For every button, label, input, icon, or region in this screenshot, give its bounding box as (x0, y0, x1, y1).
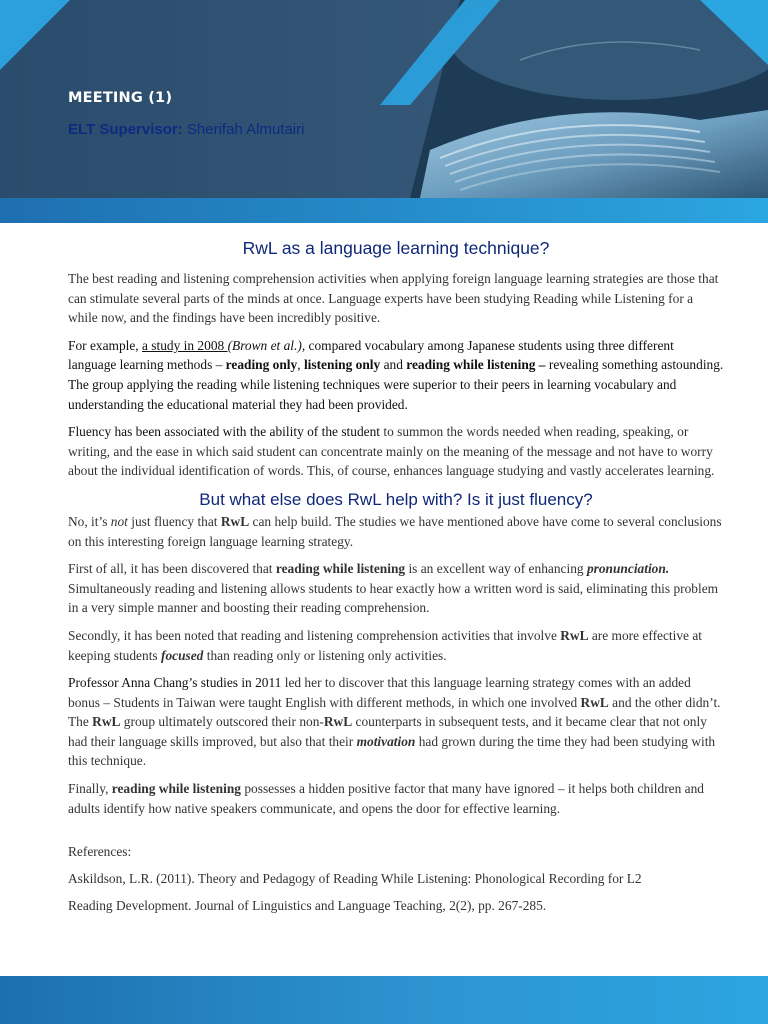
paragraph-not-just-fluency (68, 512, 724, 551)
paragraph-focus (68, 626, 724, 665)
term-rwl: RwL (92, 714, 121, 730)
text-run: , (297, 357, 304, 373)
text-run: led her to discover that this language learning strategy comes with an added bonus – Students in Taiwan were taught English with different methods, in which one involved (68, 675, 691, 710)
text-run: and the other didn’t. The (68, 694, 721, 730)
text-run: can help build. The studies we have mentioned above have come to several conclusions on this interesting foreign language learning strategy. (68, 513, 722, 549)
text-run: group ultimately outscored their non- (120, 714, 324, 730)
term-rwl: RwL (580, 694, 609, 710)
supervisor-name: Sherifah Almutairi (182, 121, 305, 138)
supervisor-label: ELT Supervisor: (68, 121, 183, 138)
meeting-title: MEETING (1) (68, 90, 173, 106)
text-run: just fluency that (127, 513, 221, 529)
text-run: is an excellent way of enhancing (405, 561, 587, 577)
method-reading-while-listening: reading while listening – (406, 357, 546, 373)
paragraph-pronunciation (68, 559, 724, 618)
references-label: References: (68, 844, 132, 860)
text-run: Finally, (68, 781, 112, 797)
paragraph-example (68, 336, 724, 414)
article-body (68, 236, 724, 919)
text-run: No, it’s (68, 513, 111, 529)
text-run: possesses a hidden positive factor that many have ignored – it helps both children and adults identify how native speakers communicate, and opens the door for effective learning. (68, 781, 704, 816)
method-listening-only: listening only (303, 357, 381, 373)
spacer (68, 826, 724, 836)
citation: (Brown et al.), (227, 337, 306, 353)
text-run: First of all, it has been discovered that (68, 561, 276, 577)
text-run: Fluency has been associated with the ability of the student (68, 424, 380, 440)
paragraph-finally (68, 779, 724, 818)
term-motivation: motivation (356, 733, 416, 749)
term-rwl: RwL (323, 714, 353, 730)
paragraph-fluency (68, 422, 724, 481)
term-pronunciation: pronunciation. (586, 561, 670, 577)
section-title-rwl: RwL as a language learning technique? (242, 238, 550, 258)
text-run: than reading only or listening only activities. (203, 647, 447, 663)
header-banner (0, 0, 768, 223)
method-reading-only: reading only (225, 357, 298, 373)
text-run: Simultaneously reading and listening allows students to hear exactly how a written word is said, eliminating this problem in a very simple manner and boosting their reading comprehension. (68, 580, 719, 616)
text-run: had grown during the time they had been studying with this technique. (68, 733, 716, 769)
text-run: revealing something astounding. The group applying the reading while listening techniques were superior to their peers in learning vocabulary and understanding the educational material they had been provided. (68, 357, 724, 412)
text-run: compared vocabulary among Japanese students using three different language learning methods – (68, 337, 674, 373)
emphasis-not: not (110, 513, 128, 529)
term-reading-while-listening: reading while listening (275, 561, 406, 577)
text-run: are more effective at keeping students (68, 627, 703, 663)
references-block (68, 838, 724, 919)
term-rwl: RwL (220, 513, 250, 529)
section-title-what-else: But what else does RwL help with? Is it just fluency? (199, 489, 593, 509)
paragraph-chang-study (68, 673, 724, 771)
text-run: Secondly, it has been noted that reading and listening comprehension activities that involve (68, 627, 561, 643)
header-graphic (0, 0, 768, 223)
reference-line-2: Reading Development. Journal of Linguistics and Language Teaching, 2(2), pp. 267-285. (68, 898, 547, 914)
text-run: to summon the words needed when reading, speaking, or writing, and the ease in which said student can concentrate mainly on the meaning of the message and not have to worry about the individual identification of words. This, of course, enhances language studying and vastly accelerates learning. (68, 424, 715, 479)
footer-bar (0, 976, 768, 1024)
term-focused: focused (160, 647, 204, 663)
text-run: Professor Anna Chang’s studies in 2011 (68, 675, 282, 691)
text-run: counterparts in subsequent tests, and it became clear that not only had their language skills improved, but also that their (68, 714, 707, 749)
study-link[interactable]: a study in 2008 (142, 337, 228, 353)
paragraph-intro: The best reading and listening comprehension activities when applying foreign language learning strategies are those that can stimulate several parts of the minds at once. Language experts have been studying Reading while Listening for a while now, and the findings have been incredibly positive. (68, 271, 719, 326)
term-reading-while-listening: reading while listening (111, 781, 241, 797)
text-run: For example, (68, 337, 143, 353)
supervisor-line (68, 121, 304, 138)
term-rwl: RwL (560, 627, 589, 643)
text-run: and (380, 357, 407, 373)
reference-line-1: Askildson, L.R. (2011). Theory and Pedagogy of Reading While Listening: Phonological Recording for L2 (68, 871, 642, 887)
